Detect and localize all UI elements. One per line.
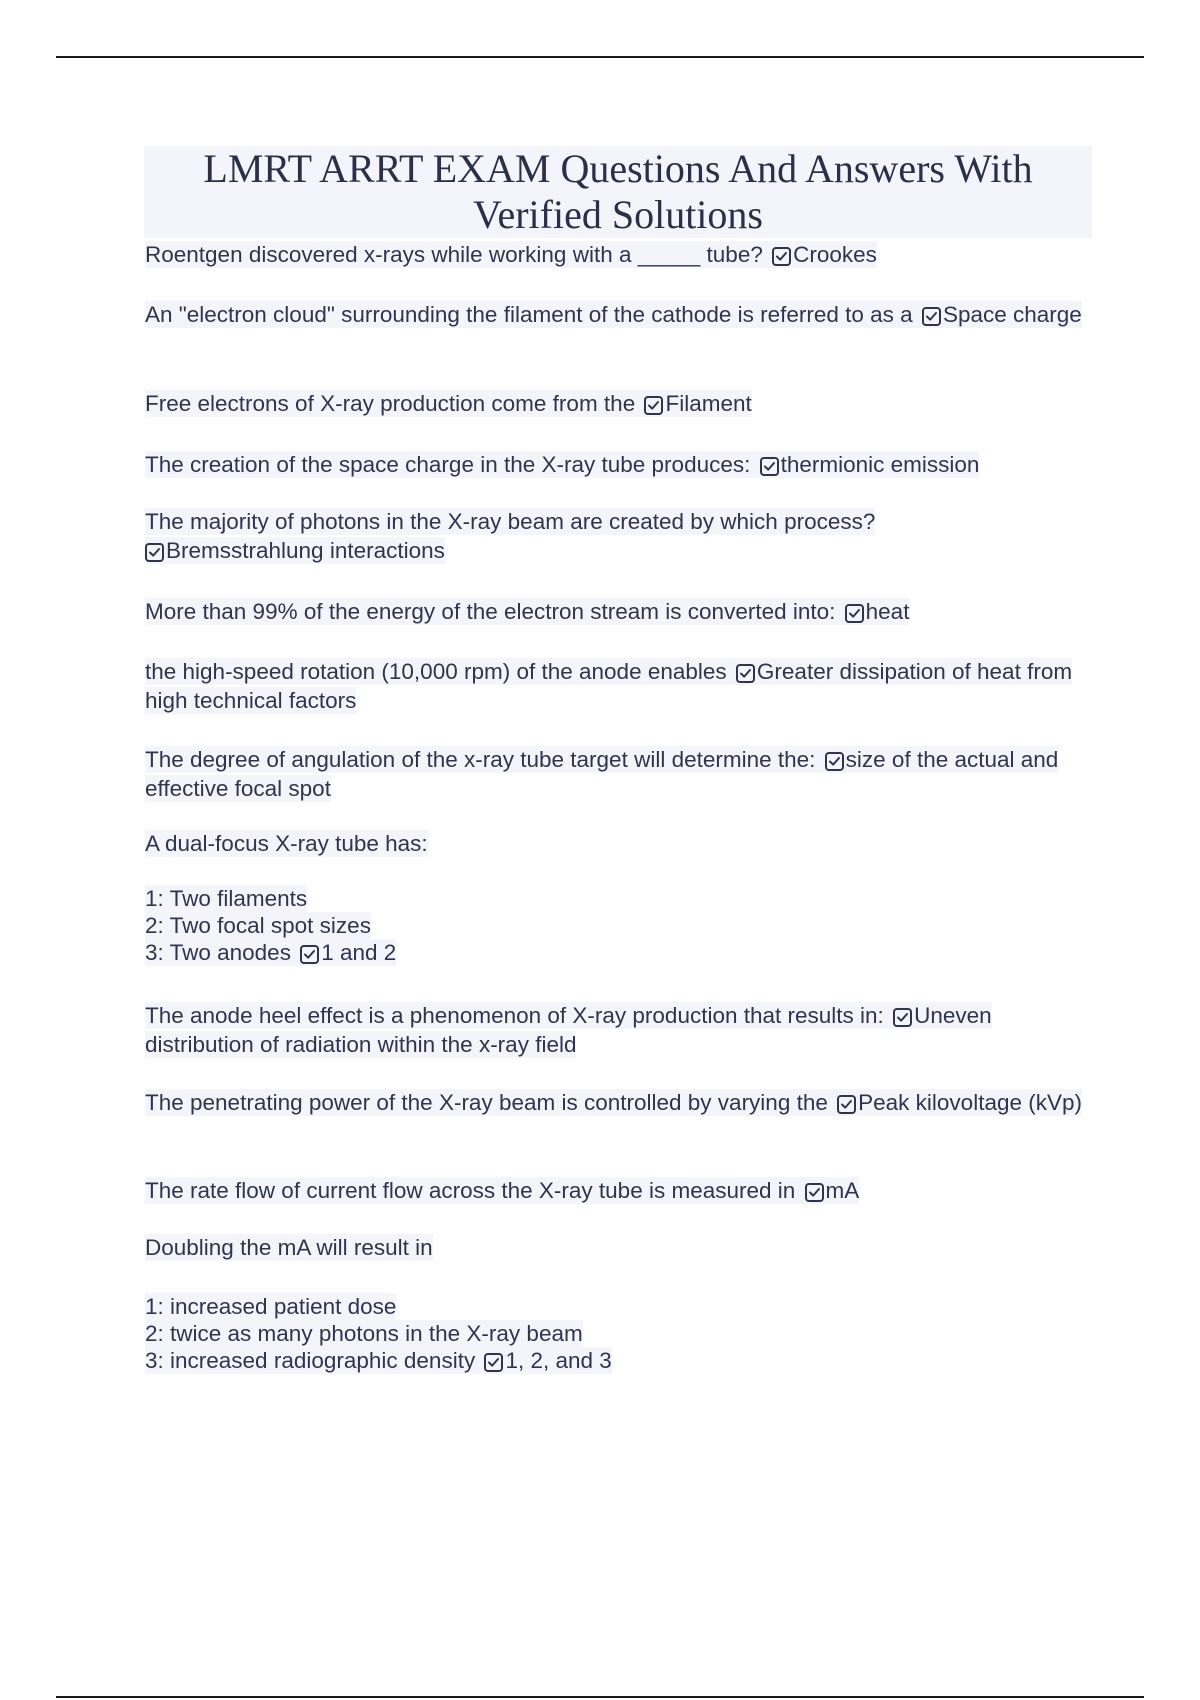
question-text: Free electrons of X-ray production come from the — [145, 391, 636, 416]
bottom-rule — [56, 1696, 1144, 1698]
qa-item — [145, 1233, 433, 1262]
checkbox-check-icon — [300, 945, 319, 964]
answer-text: Uneven distribution of radiation within the x-ray field — [145, 1003, 992, 1057]
answer-text: Crookes — [793, 242, 877, 267]
answer-text: heat — [865, 599, 910, 624]
answer-text: mA — [825, 1178, 860, 1203]
answer-text: size of the actual and effective focal spot — [145, 747, 1059, 801]
qa-item — [145, 829, 1090, 858]
checkbox-check-icon — [837, 1095, 856, 1114]
answer-text: thermionic emission — [780, 452, 980, 477]
qa-options — [145, 885, 396, 966]
qa-item — [145, 1088, 1090, 1117]
checkbox-check-icon — [484, 1353, 503, 1372]
answer-text: Space charge — [942, 302, 1082, 327]
option-text: 1: increased patient dose — [145, 1294, 397, 1319]
checkbox-check-icon — [760, 457, 779, 476]
checkbox-check-icon — [845, 604, 864, 623]
option-text: 3: increased radiographic density — [145, 1348, 476, 1373]
checkbox-check-icon — [644, 396, 663, 415]
checkbox-check-icon — [805, 1183, 824, 1202]
checkbox-check-icon — [922, 307, 941, 326]
checkbox-check-icon — [145, 543, 164, 562]
qa-options — [145, 1293, 612, 1374]
option-text: 2: Two focal spot sizes — [145, 913, 371, 938]
answer-text: 1 and 2 — [321, 940, 397, 965]
checkbox-check-icon — [825, 752, 844, 771]
option-text: 3: Two anodes — [145, 940, 291, 965]
question-text: A dual-focus X-ray tube has: — [145, 831, 428, 856]
qa-item — [145, 657, 1090, 715]
checkbox-check-icon — [772, 247, 791, 266]
question-text: The penetrating power of the X-ray beam is controlled by varying the — [145, 1090, 828, 1115]
qa-item — [145, 240, 877, 269]
option-text: 2: twice as many photons in the X-ray beam — [145, 1321, 583, 1346]
answer-text: Greater dissipation of heat from high technical factors — [145, 659, 1073, 713]
question-text: Doubling the mA will result in — [145, 1235, 433, 1260]
answer-text: Filament — [665, 391, 752, 416]
question-text: More than 99% of the energy of the electron stream is converted into: — [145, 599, 836, 624]
top-rule — [56, 56, 1144, 58]
question-text: The degree of angulation of the x-ray tube target will determine the: — [145, 747, 816, 772]
checkbox-check-icon — [893, 1008, 912, 1027]
question-text: the high-speed rotation (10,000 rpm) of the anode enables — [145, 659, 727, 684]
question-text: Roentgen discovered x-rays while working with a _____ tube? — [145, 242, 763, 267]
question-text: The majority of photons in the X-ray beam are created by which process? — [145, 509, 876, 534]
answer-text: Peak kilovoltage (kVp) — [858, 1090, 1082, 1115]
question-text: The rate flow of current flow across the X-ray tube is measured in — [145, 1178, 796, 1203]
title-line-1: LMRT ARRT EXAM Questions And Answers With — [203, 146, 1033, 191]
document-title — [144, 146, 1092, 238]
checkbox-check-icon — [736, 664, 755, 683]
qa-item — [145, 300, 1090, 329]
question-text: The creation of the space charge in the X-ray tube produces: — [145, 452, 751, 477]
answer-text: Bremsstrahlung interactions — [166, 538, 445, 563]
qa-item — [145, 597, 909, 626]
title-line-2: Verified Solutions — [473, 192, 763, 237]
qa-item — [145, 389, 752, 418]
title-block — [144, 146, 1092, 238]
answer-text: 1, 2, and 3 — [505, 1348, 612, 1373]
qa-item — [145, 745, 1090, 803]
qa-item — [145, 1176, 859, 1205]
question-text: The anode heel effect is a phenomenon of X-ray production that results in: — [145, 1003, 884, 1028]
qa-item — [145, 507, 1090, 565]
option-text: 1: Two filaments — [145, 886, 308, 911]
question-text: An "electron cloud" surrounding the filament of the cathode is referred to as a — [145, 302, 913, 327]
qa-item — [145, 450, 979, 479]
qa-item — [145, 1001, 1090, 1059]
